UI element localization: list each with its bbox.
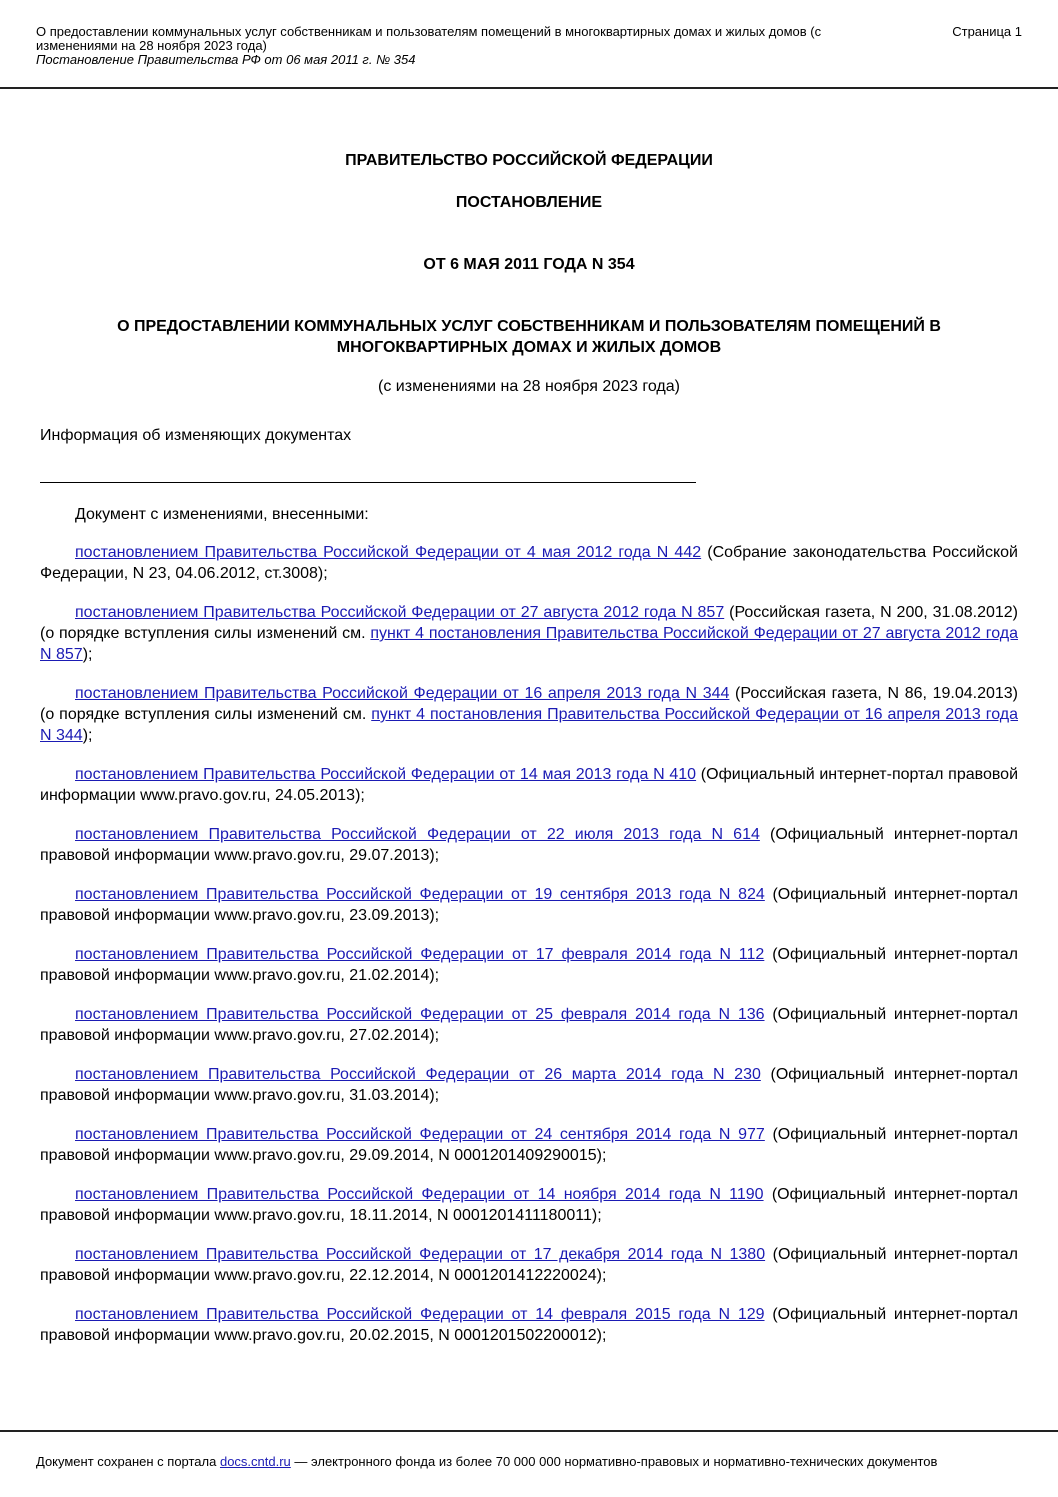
amendment-item [40,944,1018,986]
page-footer [36,1454,1022,1470]
amendment-source: (Российская газета, N 86, 19.04.2013) (о порядке вступления силы изменений см. [40,685,1018,723]
amendment-link[interactable]: постановлением Правительства Российской Федерации от 25 февраля 2014 года N 136 [75,1006,765,1023]
amendment-item [40,1304,1018,1346]
header-divider [0,87,1058,89]
amendment-link[interactable]: постановлением Правительства Российской Федерации от 14 ноября 2014 года N 1190 [75,1186,764,1203]
document-date-heading: ОТ 6 МАЯ 2011 ГОДА N 354 [423,256,635,273]
amendment-item [40,1004,1018,1046]
amendment-link[interactable]: постановлением Правительства Российской Федерации от 14 мая 2013 года N 410 [75,766,697,783]
amendment-item [40,542,1018,584]
amendment-item [40,1064,1018,1106]
portal-link[interactable]: docs.cntd.ru [219,1454,291,1469]
amendment-secondary-link[interactable]: пункт 4 постановления Правительства Российской Федерации от 27 августа 2012 года N 857 [40,625,1018,663]
amendment-source: (Официальный интернет-портал правовой информации www.pravo.gov.ru, 24.05.2013); [40,766,1019,804]
amendment-link[interactable]: постановлением Правительства Российской Федерации от 14 февраля 2015 года N 129 [75,1306,765,1323]
amendment-item [40,683,1018,746]
amendments-list [40,542,1018,1364]
amendment-source: (Официальный интернет-портал правовой информации www.pravo.gov.ru, 31.03.2014); [40,1066,1019,1104]
amendment-item [40,1244,1018,1286]
info-label: Информация об изменяющих документах [40,427,352,444]
amendment-secondary-link[interactable]: пункт 4 постановления Правительства Российской Федерации от 16 апреля 2013 года N 344 [40,706,1019,744]
amendment-link[interactable]: постановлением Правительства Российской Федерации от 26 марта 2014 года N 230 [75,1066,761,1083]
amendment-item [40,764,1018,806]
amendment-link[interactable]: постановлением Правительства Российской Федерации от 27 августа 2012 года N 857 [75,604,725,621]
amendment-source: (Официальный интернет-портал правовой информации www.pravo.gov.ru, 27.02.2014); [40,1006,1019,1044]
changes-note: (с изменениями на 28 ноября 2023 года) [378,378,680,395]
amendment-source: (Официальный интернет-портал правовой информации www.pravo.gov.ru, 20.02.2015, N 0001201502200012); [40,1306,1019,1344]
amendment-link[interactable]: постановлением Правительства Российской Федерации от 16 апреля 2013 года N 344 [75,685,730,702]
amendments-intro: Документ с изменениями, внесенными: [75,506,369,523]
footer-divider [0,1430,1058,1432]
header-subtitle: Постановление Правительства РФ от 06 мая 2011 г. № 354 [36,52,416,67]
amendment-item [40,1124,1018,1166]
amendment-item [40,884,1018,926]
amendment-link[interactable]: постановлением Правительства Российской Федерации от 17 февраля 2014 года N 112 [75,946,765,963]
amendment-source: (Официальный интернет-портал правовой информации www.pravo.gov.ru, 18.11.2014, N 0001201411180011); [40,1186,1018,1224]
amendment-tail: ); [82,646,93,663]
footer-suffix: — электронного фонда из более 70 000 000 нормативно-правовых и нормативно-технических документов [290,1454,938,1469]
amendment-link[interactable]: постановлением Правительства Российской Федерации от 4 мая 2012 года N 442 [75,544,702,561]
amendment-link[interactable]: постановлением Правительства Российской Федерации от 19 сентября 2013 года N 824 [75,886,765,903]
amendment-source: (Российская газета, N 200, 31.08.2012) (о порядке вступления силы изменений см. [40,604,1018,642]
document-title: О ПРЕДОСТАВЛЕНИИ КОММУНАЛЬНЫХ УСЛУГ СОБСТВЕННИКАМ И ПОЛЬЗОВАТЕЛЯМ ПОМЕЩЕНИЙ В МНОГОКВАРТИРНЫХ ДОМАХ И ЖИЛЫХ ДОМОВ [117,318,941,356]
amendment-tail: ); [82,727,93,744]
amendment-source: (Официальный интернет-портал правовой информации www.pravo.gov.ru, 23.09.2013); [40,886,1018,924]
amendment-item [40,602,1018,665]
page-number: Страница 1 [952,24,1022,39]
header-title: О предоставлении коммунальных услуг собственникам и пользователям помещений в многоквартирных домах и жилых домов (с изменениями на 28 ноября 2023 года) [36,24,822,53]
amendment-source: (Официальный интернет-портал правовой информации www.pravo.gov.ru, 21.02.2014); [40,946,1019,984]
amendment-item [40,1184,1018,1226]
amendment-link[interactable]: постановлением Правительства Российской Федерации от 17 декабря 2014 года N 1380 [75,1246,766,1263]
amendment-source: (Официальный интернет-портал правовой информации www.pravo.gov.ru, 29.07.2013); [40,826,1019,864]
page-header [36,25,1022,85]
amendment-link[interactable]: постановлением Правительства Российской Федерации от 24 сентября 2014 года N 977 [75,1126,765,1143]
amendment-source: (Официальный интернет-портал правовой информации www.pravo.gov.ru, 29.09.2014, N 0001201409290015); [40,1126,1018,1164]
amendment-source: (Собрание законодательства Российской Федерации, N 23, 04.06.2012, ст.3008); [40,544,1018,582]
footer-prefix: Документ сохранен с портала [36,1454,220,1469]
info-divider [40,482,696,483]
amendment-item [40,824,1018,866]
document-type-heading: ПОСТАНОВЛЕНИЕ [455,194,603,211]
amendment-link[interactable]: постановлением Правительства Российской Федерации от 22 июля 2013 года N 614 [75,826,760,843]
authority-heading: ПРАВИТЕЛЬСТВО РОССИЙСКОЙ ФЕДЕРАЦИИ [345,152,713,169]
amendment-source: (Официальный интернет-портал правовой информации www.pravo.gov.ru, 22.12.2014, N 0001201412220024); [40,1246,1018,1284]
